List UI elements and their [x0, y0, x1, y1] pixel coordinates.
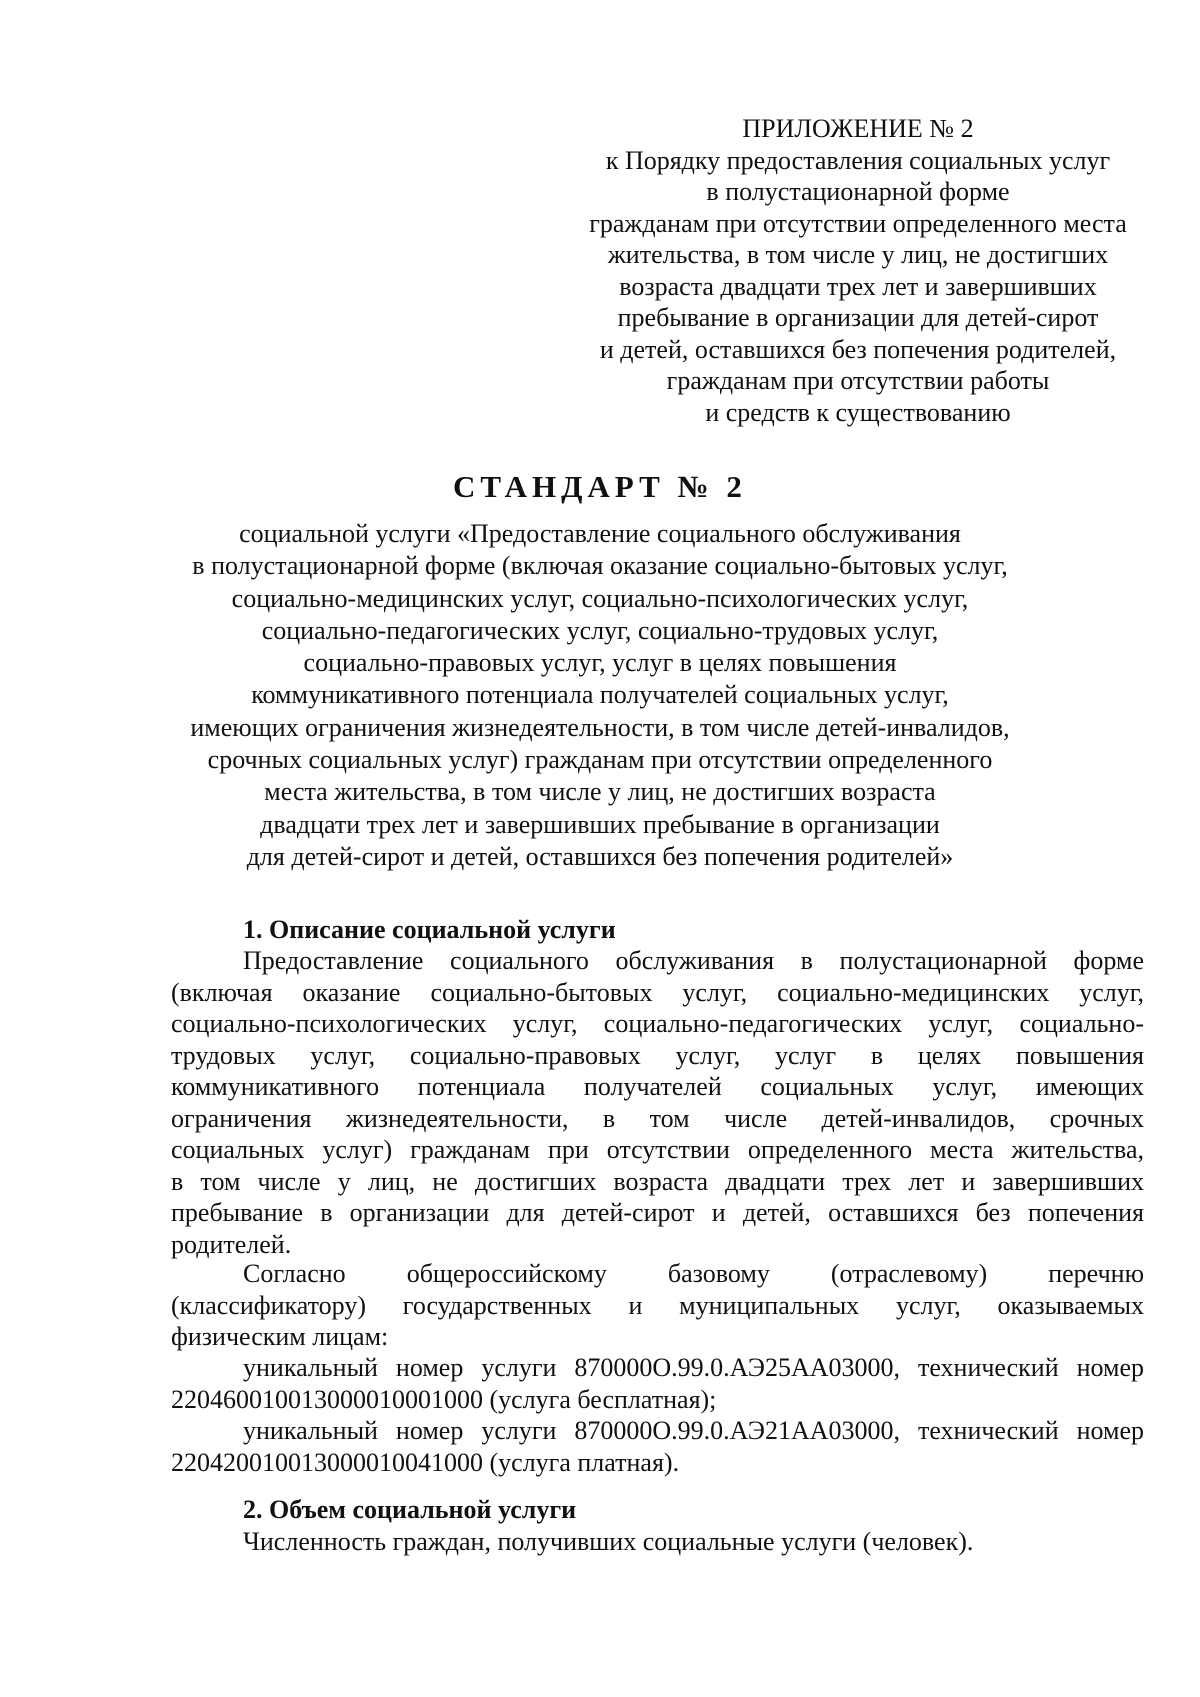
- appendix-line: и средств к существованию: [705, 397, 1011, 427]
- volume-paragraph: [171, 1526, 1144, 1558]
- service-name-line: социально-педагогических услуг, социально-трудовых услуг,: [261, 615, 939, 645]
- service-name-line: для детей-сирот и детей, оставшихся без попечения родителей»: [246, 841, 954, 871]
- service-name: [150, 518, 1050, 873]
- service-number-paid-paragraph: [171, 1415, 1144, 1478]
- paragraph-line: физическим лицам:: [171, 1322, 389, 1351]
- appendix-line: гражданам при отсутствии работы: [666, 366, 1050, 395]
- section-1-heading: 1. Описание социальной услуги: [243, 915, 616, 944]
- appendix-line: к Порядку предоставления социальных услуг: [605, 145, 1111, 175]
- paragraph-line: Численность граждан, получивших социальные услуги (человек).: [243, 1527, 974, 1556]
- appendix-line: пребывание в организации для детей-сирот: [617, 303, 1099, 332]
- appendix-header: [568, 113, 1148, 428]
- service-name-line: места жительства, в том числе у лиц, не достигших возраста: [264, 777, 936, 807]
- service-name-line: срочных социальных услуг) гражданам при отсутствии определенного: [207, 745, 993, 775]
- paragraph-line: трудовых услуг, социально-правовых услуг, услуг в целях повышения: [171, 1040, 1144, 1070]
- paragraph-line: уникальный номер услуги 870000О.99.0.АЭ25АА03000, технический номер: [243, 1353, 1144, 1382]
- paragraph-line: коммуникативного потенциала получателей социальных услуг, имеющих: [171, 1072, 1144, 1101]
- service-name-line: в полустационарной форме (включая оказание социально-бытовых услуг,: [192, 551, 1008, 581]
- paragraph-line: пребывание в организации для детей-сирот и детей, оставшихся без попечения: [171, 1198, 1144, 1227]
- appendix-line: в полустационарной форме: [706, 177, 1010, 206]
- paragraph-line: Предоставление социального обслуживания в полустационарной форме: [243, 946, 1144, 975]
- paragraph-line: (классификатору) государственных и муниципальных услуг, оказываемых: [171, 1290, 1144, 1320]
- classifier-paragraph: [171, 1258, 1144, 1353]
- paragraph-line: (включая оказание социально-бытовых услуг, социально-медицинских услуг,: [171, 977, 1144, 1007]
- paragraph-line: в том числе у лиц, не достигших возраста двадцати трех лет и завершивших: [171, 1166, 1144, 1196]
- service-name-line: социально-правовых услуг, услуг в целях повышения: [303, 648, 897, 678]
- service-number-free-paragraph: [171, 1352, 1144, 1415]
- appendix-line: жительства, в том числе у лиц, не достигших: [607, 240, 1109, 269]
- appendix-line: и детей, оставшихся без попечения родителей,: [599, 334, 1117, 364]
- appendix-line: возраста двадцати трех лет и завершивших: [619, 271, 1097, 301]
- paragraph-line: 220460010013000010001000 (услуга бесплатная);: [171, 1384, 717, 1414]
- paragraph-line: Согласно общероссийскому базовому (отраслевому) перечню: [243, 1259, 1144, 1288]
- paragraph-line: ограничения жизнедеятельности, в том числе детей-инвалидов, срочных: [171, 1103, 1144, 1133]
- service-name-line: двадцати трех лет и завершивших пребывание в организации: [260, 809, 940, 839]
- appendix-line: гражданам при отсутствии определенного места: [589, 208, 1127, 238]
- paragraph-line: уникальный номер услуги 870000О.99.0.АЭ21АА03000, технический номер: [243, 1416, 1144, 1445]
- section-2-heading: 2. Объем социальной услуги: [243, 1495, 577, 1524]
- paragraph-line: родителей.: [171, 1229, 292, 1259]
- standard-title: СТАНДАРТ № 2: [453, 469, 747, 504]
- service-name-line: имеющих ограничения жизнедеятельности, в том числе детей-инвалидов,: [190, 712, 1010, 742]
- service-name-line: социальной услуги «Предоставление социального обслуживания: [239, 519, 961, 548]
- paragraph-line: социально-психологических услуг, социально-педагогических услуг, социально-: [171, 1009, 1144, 1038]
- service-name-line: социально-медицинских услуг, социально-психологических услуг,: [231, 583, 969, 613]
- paragraph-line: социальных услуг) гражданам при отсутствии определенного места жительства,: [171, 1135, 1144, 1164]
- service-description-paragraph: [171, 945, 1144, 1260]
- appendix-title: ПРИЛОЖЕНИЕ № 2: [742, 114, 974, 143]
- service-name-line: коммуникативного потенциала получателей социальных услуг,: [251, 680, 949, 710]
- paragraph-line: 220420010013000010041000 (услуга платная).: [171, 1447, 680, 1477]
